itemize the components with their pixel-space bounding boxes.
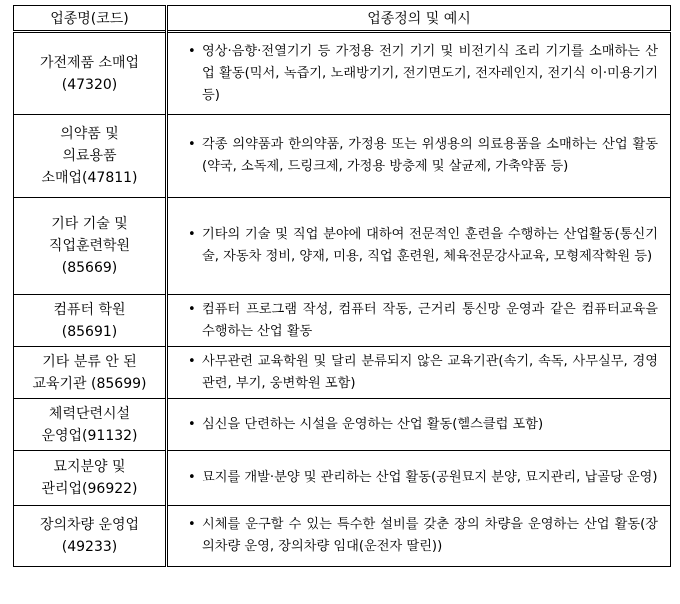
definition-text: 기타의 기술 및 직업 분야에 대하여 전문적인 훈련을 수행하는 산업활동(통신기술, 자동차 정비, 양재, 미용, 직업 훈련원, 체육전문강사교육, 모형제작학원 등) — [202, 227, 658, 264]
industry-name-cell — [14, 451, 167, 506]
definition-cell — [167, 506, 671, 567]
industry-name-line: 의약품 및 — [60, 126, 119, 142]
industry-name-line: 장의차량 운영업 — [39, 517, 140, 533]
industry-code-line: (85669) — [61, 260, 118, 276]
industry-name-line: 기타 기술 및 — [51, 216, 128, 232]
industry-code-line: 운영업(91132) — [41, 427, 138, 444]
definition-text: 묘지를 개발·분양 및 관리하는 산업 활동(공원묘지 분양, 묘지관리, 납골당 운영) — [202, 470, 658, 485]
industry-name-line: 의료용품 — [62, 148, 117, 164]
industry-name-line: 체력단련시설 — [48, 405, 131, 422]
definition-text: 사무관련 교육학원 및 달리 분류되지 않은 교육기관(속기, 속독, 사무실무, 경영관련, 부기, 웅변학원 포함) — [202, 353, 658, 391]
industry-code-line: (47320) — [61, 76, 118, 93]
table-row — [14, 32, 671, 115]
industry-name-line: 기타 분류 안 된 — [42, 353, 137, 370]
definition-cell — [167, 399, 671, 451]
industry-code-line: 관리업(96922) — [41, 481, 138, 497]
industry-name-cell — [14, 347, 167, 399]
definition-text: 각종 의약품과 한의약품, 가정용 또는 위생용의 의료용품을 소매하는 산업 활동(약국, 소독제, 드링크제, 가정용 방충제 및 살균제, 가축약품 등) — [202, 137, 658, 174]
table-header-row — [14, 6, 671, 32]
header-industry-name: 업종명(코드) — [14, 6, 167, 32]
definition-cell — [167, 198, 671, 295]
industry-name-cell — [14, 32, 167, 115]
industry-name-line: 컴퓨터 학원 — [53, 301, 126, 318]
industry-code-line: (49233) — [61, 539, 118, 555]
industry-code-line: 교육기관 (85699) — [32, 375, 147, 392]
definition-text: 영상·음향·전열기기 등 가정용 전기 기기 및 비전기식 조리 기기를 소매하는 산업 활동(믹서, 녹즙기, 노래방기기, 전기면도기, 전자레인지, 전기식 이·미용기기 등) — [202, 43, 658, 103]
definition-text: 심신을 단련하는 시설을 운영하는 산업 활동(헬스클럽 포함) — [202, 416, 544, 432]
definition-cell — [167, 115, 671, 198]
bullet-icon: • — [188, 137, 196, 152]
bullet-icon: • — [188, 416, 196, 432]
table-row — [14, 399, 671, 451]
table-row — [14, 198, 671, 295]
definition-cell — [167, 347, 671, 399]
industry-name-line: 가전제품 소매업 — [39, 54, 140, 71]
industry-table-page — [13, 5, 670, 567]
industry-name-line: 직업훈련학원 — [48, 238, 131, 254]
bullet-icon: • — [188, 517, 196, 532]
table-row — [14, 295, 671, 347]
definition-cell — [167, 295, 671, 347]
industry-name-cell — [14, 399, 167, 451]
definition-text: 시체를 운구할 수 있는 특수한 설비를 갖춘 장의 차량을 운영하는 산업 활동(장의차량 운영, 장의차량 임대(운전자 딸린)) — [202, 517, 658, 554]
table-row — [14, 506, 671, 567]
bullet-icon: • — [188, 353, 196, 369]
table-row — [14, 347, 671, 399]
bullet-icon: • — [188, 43, 196, 59]
industry-name-cell — [14, 506, 167, 567]
definition-cell — [167, 451, 671, 506]
industry-name-line: 묘지분양 및 — [53, 459, 126, 475]
industry-code-line: 소매업(47811) — [41, 170, 138, 186]
industry-code-line: (85691) — [61, 323, 118, 340]
table-row — [14, 115, 671, 198]
table-body — [14, 32, 671, 567]
industry-classification-table — [13, 5, 671, 567]
header-definition: 업종정의 및 예시 — [167, 6, 671, 32]
industry-name-cell — [14, 295, 167, 347]
bullet-icon: • — [188, 470, 196, 485]
industry-name-cell — [14, 198, 167, 295]
bullet-icon: • — [188, 227, 196, 242]
table-row — [14, 451, 671, 506]
industry-name-cell — [14, 115, 167, 198]
bullet-icon: • — [188, 301, 196, 317]
definition-cell — [167, 32, 671, 115]
definition-text: 컴퓨터 프로그램 작성, 컴퓨터 작동, 근거리 통신망 운영과 같은 컴퓨터교육을 수행하는 산업 활동 — [202, 301, 658, 339]
